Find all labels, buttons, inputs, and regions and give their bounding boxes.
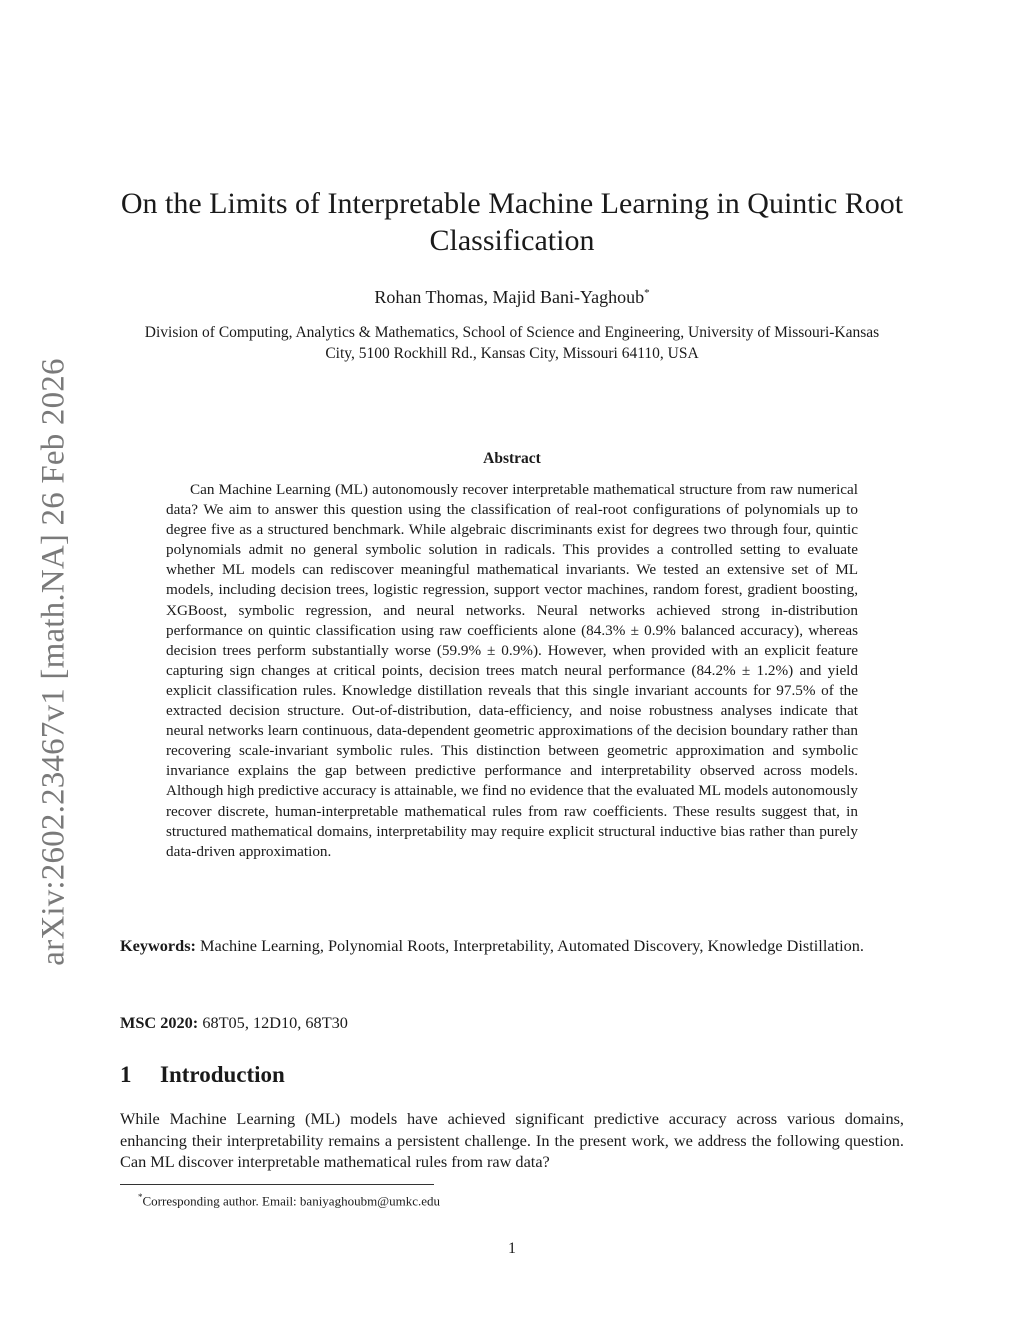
abstract-heading: Abstract [483,450,541,467]
msc-codes: 68T05, 12D10, 68T30 [202,1013,348,1032]
section-number: 1 [120,1062,132,1087]
msc-label: MSC 2020: [120,1013,199,1032]
footnote-text: Corresponding author. Email: baniyaghoubm@umkc.edu [142,1193,441,1209]
abstract-body: Can Machine Learning (ML) autonomously recover interpretable mathematical structure from raw numerical data? We aim to answer this question using the classification of real-root configurations of polynomials up to degree five as a structured benchmark. While algebraic discriminants exist for degrees two through four, quintic polynomials admit no general symbolic solution in radicals. This provides a controlled setting to evaluate whether ML models can rediscover meaningful mathematical invariants. We tested an extensive set of ML models, including decision trees, logistic regression, support vector machines, random forest, gradient boosting, XGBoost, symbolic regression, and neural networks. Neural networks achieved strong in-distribution performance on quintic classification using raw coefficients alone (84.3% ± 0.9% balanced accuracy), whereas decision trees perform substantially worse (59.9% ± 0.9%). However, when provided with an explicit feature capturing sign changes at critical points, decision trees match neural performance (84.2% ± 1.2%) and yield explicit classification rules. Knowledge distillation reveals that this single invariant accounts for 97.5% of the extracted decision structure. Out-of-distribution, data-efficiency, and noise robustness analyses indicate that neural networks learn continuous, data-dependent geometric approximations of the decision boundary rather than recovering scale-invariant symbolic rules. This distinction between geometric approximation and symbolic invariance explains the gap between predictive performance and interpretability observed across models. Although high predictive accuracy is attainable, we find no evidence that the evaluated ML models autonomously recover discrete, human-interpretable mathematical rules from raw coefficients. These results suggest that, in structured mathematical domains, interpretability may require explicit structural inductive bias rather than purely data-driven approximation. [166,481,858,860]
footnote-marker: * [138,1192,143,1202]
footnote-divider [120,1184,434,1185]
author-names: Rohan Thomas, Majid Bani-Yaghoub [374,287,645,307]
msc-classification [120,1011,904,1034]
page-number: 1 [508,1240,516,1257]
keywords-text: Machine Learning, Polynomial Roots, Interpretability, Automated Discovery, Knowledge Distillation. [200,936,864,955]
introduction-paragraph: While Machine Learning (ML) models have achieved significant predictive accuracy across various domains, enhancing their interpretability remains a persistent challenge. In the present work, we address the following question. Can ML discover interpretable mathematical rules from raw data? [120,1109,904,1171]
paper-title: On the Limits of Interpretable Machine Learning in Quintic Root Classification [120,187,904,257]
footnote [138,1189,440,1209]
author-affiliation: Division of Computing, Analytics & Mathematics, School of Science and Engineering, University of Missouri-Kansas City, 5100 Rockhill Rd., Kansas City, Missouri 64110, USA [144,324,880,362]
keywords-label: Keywords: [120,936,196,955]
corresponding-author-marker: * [644,287,650,299]
author-line [112,282,912,308]
keywords-paragraph [120,934,904,957]
section-title: Introduction [160,1062,285,1087]
section-heading-introduction [120,1062,285,1088]
arxiv-identifier-stamp: arXiv:2602.23467v1 [math.NA] 26 Feb 2026 [35,358,72,966]
